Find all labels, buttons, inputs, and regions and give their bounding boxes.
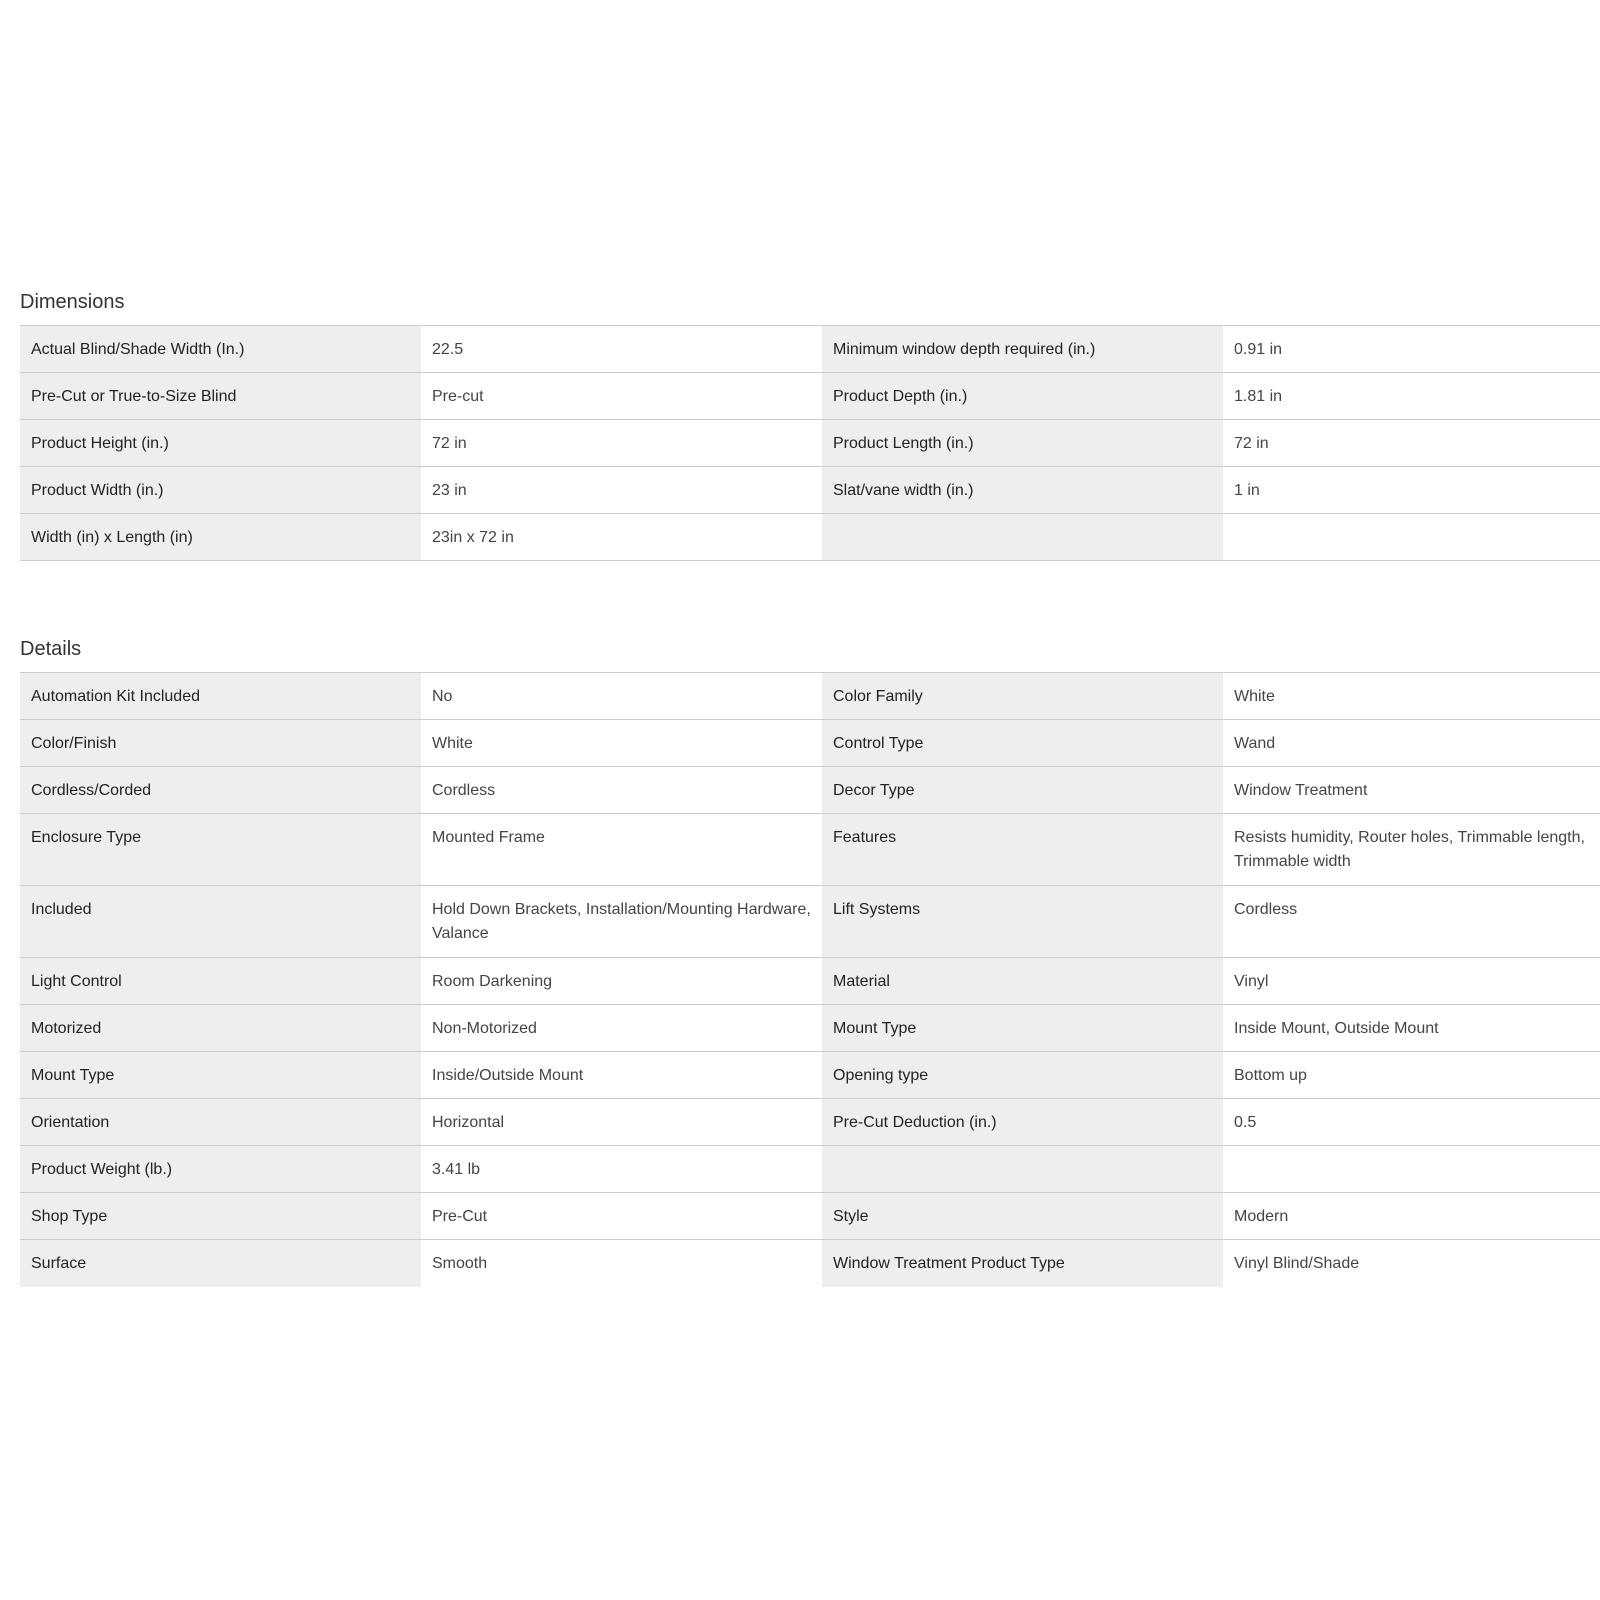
table-row [20,420,1600,467]
spec-key: Window Treatment Product Type [822,1240,1223,1287]
spec-value: Pre-cut [421,373,822,419]
spec-key [822,514,1223,560]
table-row [20,1005,1600,1052]
spec-value: White [421,720,822,766]
spec-value: Hold Down Brackets, Installation/Mounting Hardware, Valance [421,886,822,957]
spec-key: Surface [20,1240,421,1287]
spec-key: Color Family [822,673,1223,719]
spec-key: Product Width (in.) [20,467,421,513]
spec-value: Vinyl Blind/Shade [1223,1240,1599,1287]
spec-key: Lift Systems [822,886,1223,957]
spec-value: Modern [1223,1193,1599,1239]
spec-key: Mount Type [20,1052,421,1098]
spec-key: Included [20,886,421,957]
spec-key: Mount Type [822,1005,1223,1051]
dimensions-section [20,289,1600,561]
spec-value: Window Treatment [1223,767,1599,813]
spec-key: Actual Blind/Shade Width (In.) [20,326,421,372]
spec-key [822,1146,1223,1192]
spec-value: Cordless [421,767,822,813]
spec-value: Inside/Outside Mount [421,1052,822,1098]
table-row [20,1146,1600,1193]
spec-key: Minimum window depth required (in.) [822,326,1223,372]
spec-value: Non-Motorized [421,1005,822,1051]
spec-value: Cordless [1223,886,1599,957]
spec-key: Slat/vane width (in.) [822,467,1223,513]
table-row [20,767,1600,814]
spec-value: Horizontal [421,1099,822,1145]
dimensions-table [20,325,1600,561]
spec-value: 23 in [421,467,822,513]
table-row [20,814,1600,886]
spec-value: Room Darkening [421,958,822,1004]
spec-key: Orientation [20,1099,421,1145]
dimensions-title: Dimensions [20,291,125,313]
table-row [20,673,1600,720]
spec-key: Decor Type [822,767,1223,813]
spec-key: Enclosure Type [20,814,421,885]
spec-key: Color/Finish [20,720,421,766]
spec-value: 1 in [1223,467,1599,513]
table-row [20,720,1600,767]
spec-key: Pre-Cut or True-to-Size Blind [20,373,421,419]
spec-value: 72 in [421,420,822,466]
table-row [20,886,1600,958]
spec-key: Control Type [822,720,1223,766]
table-row [20,1193,1600,1240]
spec-key: Product Height (in.) [20,420,421,466]
table-row [20,326,1600,373]
spec-value: 0.91 in [1223,326,1599,372]
spec-value: Inside Mount, Outside Mount [1223,1005,1599,1051]
spec-value: 3.41 lb [421,1146,822,1192]
spec-key: Motorized [20,1005,421,1051]
spec-key: Features [822,814,1223,885]
spec-value: White [1223,673,1599,719]
table-row [20,1240,1600,1287]
spec-key: Pre-Cut Deduction (in.) [822,1099,1223,1145]
details-title: Details [20,638,82,660]
spec-value: Bottom up [1223,1052,1599,1098]
spec-key: Width (in) x Length (in) [20,514,421,560]
details-section [20,636,1600,1287]
spec-value: Mounted Frame [421,814,822,885]
spec-key: Light Control [20,958,421,1004]
spec-value: Pre-Cut [421,1193,822,1239]
spec-key: Automation Kit Included [20,673,421,719]
table-row [20,514,1600,561]
spec-value: 22.5 [421,326,822,372]
spec-key: Product Length (in.) [822,420,1223,466]
spec-key: Opening type [822,1052,1223,1098]
table-row [20,1052,1600,1099]
spec-key: Material [822,958,1223,1004]
spec-value: 0.5 [1223,1099,1599,1145]
spec-key: Product Weight (lb.) [20,1146,421,1192]
spec-value: Resists humidity, Router holes, Trimmable length, Trimmable width [1223,814,1599,885]
table-row [20,373,1600,420]
spec-value: No [421,673,822,719]
spec-value: 1.81 in [1223,373,1599,419]
table-row [20,1099,1600,1146]
spec-value: Wand [1223,720,1599,766]
spec-value: Smooth [421,1240,822,1287]
table-row [20,467,1600,514]
spec-key: Cordless/Corded [20,767,421,813]
spec-key: Style [822,1193,1223,1239]
spec-value [1223,1146,1599,1192]
spec-key: Shop Type [20,1193,421,1239]
spec-value: Vinyl [1223,958,1599,1004]
details-table [20,672,1600,1287]
spec-key: Product Depth (in.) [822,373,1223,419]
spec-value: 72 in [1223,420,1599,466]
spec-value [1223,514,1599,560]
table-row [20,958,1600,1005]
spec-value: 23in x 72 in [421,514,822,560]
